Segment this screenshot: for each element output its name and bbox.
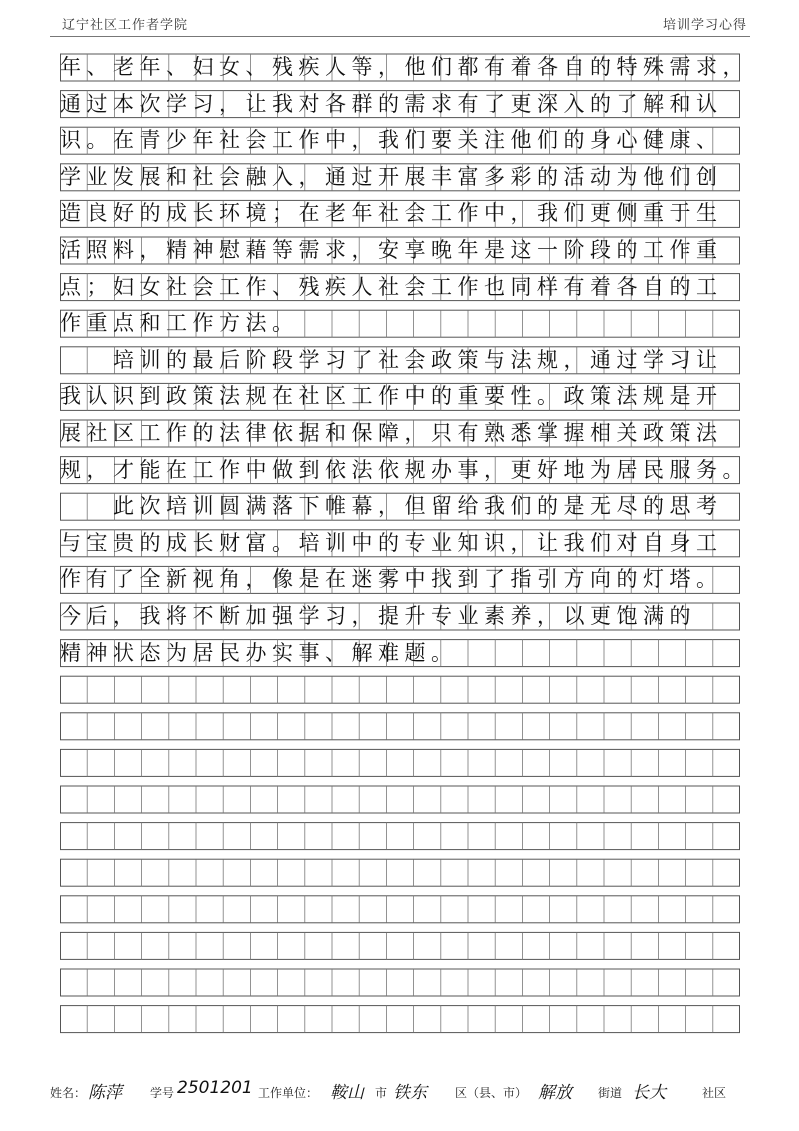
student-id-label: 学号 (150, 1086, 175, 1100)
street-suffix: 街道 (598, 1086, 623, 1100)
grid-row (61, 786, 740, 813)
district-suffix: 区（县、市） (455, 1086, 528, 1100)
work-unit-label: 工作单位： (258, 1086, 319, 1100)
student-id-value: 2501201 (177, 1078, 253, 1098)
city-suffix: 市 (375, 1086, 388, 1100)
signature-footer (50, 1078, 760, 1108)
body-line: 培训的最后阶段学习了社会政策与法规，通过学习让 (60, 347, 723, 372)
street-value: 解放 (538, 1083, 572, 1103)
body-line: 作有了全新视角，像是在迷雾中找到了指引方向的灯塔。 (60, 567, 723, 592)
grid-row (61, 749, 740, 776)
header-divider (50, 36, 750, 37)
body-line: 通过本次学习，让我对各群的需求有了更深入的了解和认 (60, 91, 723, 116)
community-suffix: 社区 (702, 1086, 727, 1100)
grid-row (61, 932, 740, 959)
body-line: 作重点和工作方法。 (60, 311, 299, 336)
community-value: 长大 (632, 1083, 666, 1103)
grid-row (61, 713, 740, 740)
institute-name: 辽宁社区工作者学院 (62, 18, 189, 33)
grid-row (61, 859, 740, 886)
document-type: 培训学习心得 (662, 18, 747, 33)
city-value: 鞍山 (330, 1083, 364, 1103)
body-line: 造良好的成长环境；在老年社会工作中，我们更侧重于生 (60, 201, 723, 226)
body-line: 识。在青少年社会工作中，我们要关注他们的身心健康、 (60, 128, 723, 153)
body-line: 规，才能在工作中做到依法依规办事，更好地为居民服务。 (60, 457, 749, 482)
body-line: 此次培训圆满落下帷幕，但留给我们的是无尽的思考 (60, 494, 723, 519)
grid-row (61, 823, 740, 850)
body-line: 年、老年、妇女、残疾人等，他们都有着各自的特殊需求， (60, 55, 749, 79)
district-value: 铁东 (393, 1083, 427, 1103)
body-line: 精神状态为居民办实事、解难题。 (60, 640, 458, 665)
body-line: 展社区工作的法律依据和保障，只有熟悉掌握相关政策法 (60, 421, 723, 445)
grid-row (61, 1006, 740, 1033)
body-line: 活照料，精神慰藉等需求，安享晚年是这一阶段的工作重 (60, 238, 723, 262)
grid-row (61, 969, 740, 996)
body-line: 与宝贵的成长财富。培训中的专业知识，让我们对自身工 (60, 530, 723, 555)
name-label: 姓名： (50, 1086, 87, 1100)
body-line: 点；妇女社会工作、残疾人社会工作也同样有着各自的工 (60, 274, 723, 299)
grid-row (61, 896, 740, 923)
grid-row (61, 676, 740, 703)
body-line: 今后，我将不断加强学习，提升专业素养，以更饱满的 (60, 604, 696, 628)
name-value: 陈萍 (88, 1083, 122, 1103)
writing-grid (60, 50, 749, 1065)
body-line: 我认识到政策法规在社区工作中的重要性。政策法规是开 (60, 384, 723, 409)
body-line: 学业发展和社会融入，通过开展丰富多彩的活动为他们创 (60, 164, 723, 189)
